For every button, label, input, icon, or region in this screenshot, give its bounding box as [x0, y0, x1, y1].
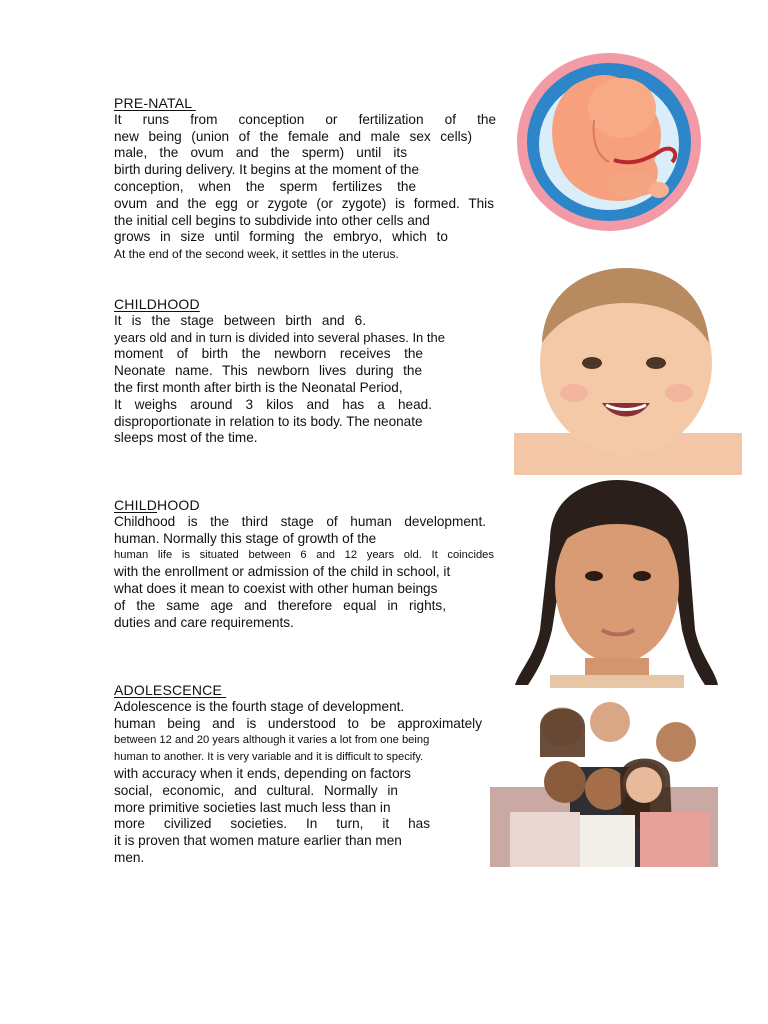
- body-line: with accuracy when it ends, depending on factors: [114, 765, 411, 781]
- section-heading: CHILDHOOD: [114, 296, 200, 312]
- body-line: duties and care requirements.: [114, 614, 294, 630]
- body-line: human. Normally this stage of growth of the: [114, 530, 377, 546]
- body-line: ovum and the egg or zygote (or zygote) is formed. This: [114, 195, 494, 211]
- section-heading: [114, 497, 496, 514]
- body-line: the initial cell begins to subdivide into other cells and: [114, 212, 430, 228]
- body-line: what does it mean to coexist with other human beings: [114, 580, 438, 596]
- body-line: sleeps most of the time.: [114, 430, 258, 446]
- body-line: conception, when the sperm fertilizes the: [114, 178, 416, 194]
- section-heading: PRE-NATAL: [114, 95, 196, 111]
- body-line: men.: [114, 849, 145, 865]
- heading-underlined-part: CHILD: [114, 497, 158, 513]
- body-line: At the end of the second week, it settles in the uterus.: [114, 247, 399, 262]
- body-line: social, economic, and cultural. Normally in: [114, 782, 398, 798]
- body-line: birth during delivery. It begins at the moment of the: [114, 162, 420, 178]
- section-childhood-newborn: [114, 296, 496, 447]
- girl-portrait-image: [510, 480, 724, 688]
- body-line: Childhood is the third stage of human development.: [114, 513, 486, 529]
- body-line: It weighs around 3 kilos and has a head.: [114, 396, 432, 412]
- fetus-in-womb-image: [514, 50, 704, 234]
- body-line: It runs from conception or fertilization of the: [114, 111, 496, 127]
- teen-group-image: [490, 697, 718, 867]
- section-childhood: [114, 497, 496, 631]
- body-line: moment of birth the newborn receives the: [114, 346, 423, 362]
- body-line: It is the stage between birth and 6.: [114, 312, 366, 328]
- body-line: between 12 and 20 years although it varies a lot from one being: [114, 734, 430, 747]
- body-line: male, the ovum and the sperm) until its: [114, 145, 407, 161]
- body-line: the first month after birth is the Neonatal Period,: [114, 379, 403, 395]
- body-line: of the same age and therefore equal in rights,: [114, 597, 446, 613]
- baby-face-image: [514, 263, 742, 475]
- body-line: Neonate name. This newborn lives during the: [114, 363, 422, 379]
- body-line: human life is situated between 6 and 12 years old. It coincides: [114, 549, 494, 562]
- section-adolescence: [114, 682, 496, 867]
- body-line: grows in size until forming the embryo, which to: [114, 229, 448, 245]
- body-line: Adolescence is the fourth stage of development.: [114, 698, 405, 714]
- body-line: disproportionate in relation to its body. The neonate: [114, 413, 423, 429]
- heading-rest-part: HOOD: [157, 497, 200, 513]
- body-line: years old and in turn is divided into several phases. In the: [114, 329, 445, 345]
- body-line: human being and is understood to be approximately: [114, 715, 482, 731]
- body-line: it is proven that women mature earlier than men: [114, 833, 402, 849]
- section-heading: ADOLESCENCE: [114, 682, 227, 698]
- body-line: with the enrollment or admission of the child in school, it: [114, 564, 451, 580]
- body-line: human to another. It is very variable and it is difficult to specify.: [114, 751, 424, 764]
- section-prenatal: [114, 95, 496, 263]
- body-line: more civilized societies. In turn, it has: [114, 816, 430, 832]
- body-line: more primitive societies last much less than in: [114, 799, 391, 815]
- body-line: new being (union of the female and male sex cells): [114, 128, 472, 144]
